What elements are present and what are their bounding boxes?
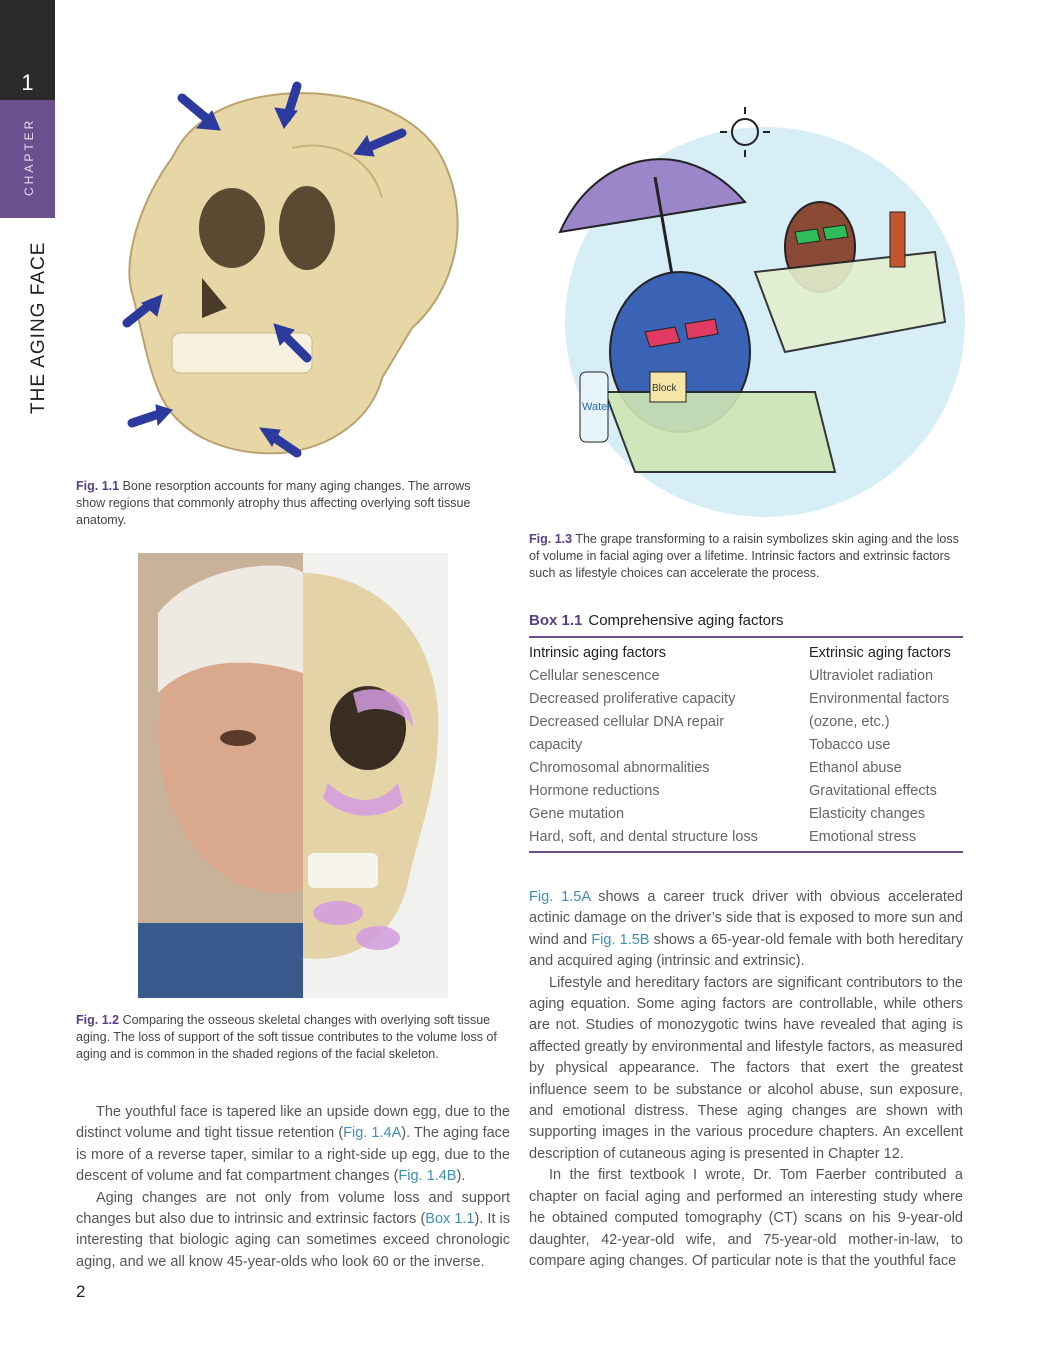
figure-face-skull-comparison (138, 553, 448, 998)
fig-1-5a-link[interactable]: Fig. 1.5A (529, 889, 591, 905)
text-run: ). It is interesting that biologic aging can sometimes exceed chronologic aging, and we all know 45-year-olds who look 60 or the inverse. (76, 1211, 511, 1270)
grape-raisin-illustration (555, 92, 965, 517)
box-1-1-link[interactable]: Box 1.1 (425, 1211, 475, 1228)
chapter-label: CHAPTER (22, 117, 36, 196)
text-run: Aging changes are not only from volume loss and support changes but also due to intrinsic and extrinsic factors ( (76, 1189, 510, 1228)
list-item: Elasticity changes (809, 806, 926, 822)
water-bottle-label: Water (582, 401, 611, 413)
intrinsic-header: Intrinsic aging factors (529, 645, 667, 661)
fig1-1-caption (76, 478, 496, 529)
box-heading: Comprehensive aging factors (588, 612, 784, 629)
fig1-3-caption (529, 531, 961, 582)
fig-1-5b-link[interactable]: Fig. 1.5B (591, 931, 650, 948)
right-body-text (529, 887, 963, 1272)
box-label: Box 1.1 (529, 612, 583, 629)
fig1-1-label: Fig. 1.1 (76, 479, 120, 493)
paragraph (529, 887, 963, 973)
fig1-3-text: The grape transforming to a raisin symbolizes skin aging and the loss of volume in facial aging over a lifetime. Intrinsic factors and extrinsic factors such as lifestyle choices can accelerate the process. (529, 532, 959, 580)
paragraph: Lifestyle and hereditary factors are significant contributors to the aging equation. Some aging factors are controllable, while others are not. Studies of monozygotic twins have revealed that aging is affected greatly by environmental and lifestyle factors, as measured by physical appearance. The factors that exert the greatest influence seem to be substance or alcohol abuse, sun exposure, and emotional distress. These aging changes are shown with supporting images in the various procedure chapters. An excellent description of cutaneous aging is presented in Chapter 12. (529, 974, 963, 1162)
fig1-2-caption (76, 1012, 506, 1063)
extrinsic-header: Extrinsic aging factors (809, 645, 951, 661)
chapter-number: 1 (21, 70, 34, 95)
list-item: Ethanol abuse (809, 760, 902, 776)
face-skull-photo (138, 553, 448, 998)
box-bottom-rule (529, 851, 963, 853)
paragraph (76, 1102, 510, 1188)
figure-skull-arrows (112, 78, 477, 463)
intrinsic-factors-list (529, 642, 799, 849)
box-title (529, 612, 963, 638)
text-run: ). The aging face is more of a reverse taper, similar to a right-side up egg, due to the descent of volume and fat compartment changes ( (76, 1125, 510, 1185)
list-item: Ultraviolet radiation (809, 668, 934, 684)
list-item: (ozone, etc.) (809, 714, 890, 730)
text-run: shows a 65-year-old female with both hereditary and acquired aging (intrinsic and extrinsic). (529, 931, 964, 970)
fig-1-4b-link[interactable]: Fig. 1.4B (398, 1168, 457, 1185)
list-item: Hard, soft, and dental structure loss (529, 829, 758, 845)
text-run: ). (456, 1168, 466, 1185)
list-item: Emotional stress (809, 829, 917, 845)
text-run: shows a career truck driver with obvious accelerated actinic damage on the driver’s side that is exposed to more sun and wind and (529, 889, 963, 948)
page-number: 2 (76, 1282, 86, 1301)
paragraph (76, 1188, 510, 1274)
list-item: capacity (529, 737, 583, 753)
list-item: Cellular senescence (529, 668, 660, 684)
list-item: Tobacco use (809, 737, 891, 753)
list-item: Hormone reductions (529, 783, 660, 799)
sunblock-label: Block (652, 383, 677, 394)
fig1-2-text: Comparing the osseous skeletal changes with overlying soft tissue aging. The loss of support of the soft tissue contributes to the volume loss of aging and is common in the shaded regions of the facial skeleton. (76, 1013, 497, 1061)
figure-grape-raisin-cartoon (555, 92, 965, 517)
list-item: Decreased proliferative capacity (529, 691, 736, 707)
text-run: The youthful face is tapered like an upside down egg, due to the distinct volume and tight tissue retention ( (76, 1104, 510, 1142)
list-item: Environmental factors (809, 691, 950, 707)
fig1-1-text: Bone resorption accounts for many aging changes. The arrows show regions that commonly atrophy thus affecting overlying soft tissue anatomy. (76, 479, 471, 527)
chapter-title: THE AGING FACE (28, 241, 49, 414)
extrinsic-factors-list (809, 642, 969, 849)
list-item: Decreased cellular DNA repair (529, 714, 725, 730)
list-item: Gravitational effects (809, 783, 937, 799)
paragraph: In the first textbook I wrote, Dr. Tom Faerber contributed a chapter on facial aging and performed an interesting study where he obtained computed tomography (CT) scans on his 9-year-old daughter, 42-year-old wife, and 75-year-old mother-in-law, to compare aging changes. Of particular note is that the youthful face (529, 1167, 963, 1269)
fig1-2-label: Fig. 1.2 (76, 1013, 120, 1027)
left-body-text (76, 1102, 510, 1273)
fig1-3-label: Fig. 1.3 (529, 532, 573, 546)
fig-1-4a-link[interactable]: Fig. 1.4A (343, 1125, 402, 1142)
skull-illustration (112, 78, 477, 463)
list-item: Gene mutation (529, 806, 625, 822)
list-item: Chromosomal abnormalities (529, 760, 710, 776)
